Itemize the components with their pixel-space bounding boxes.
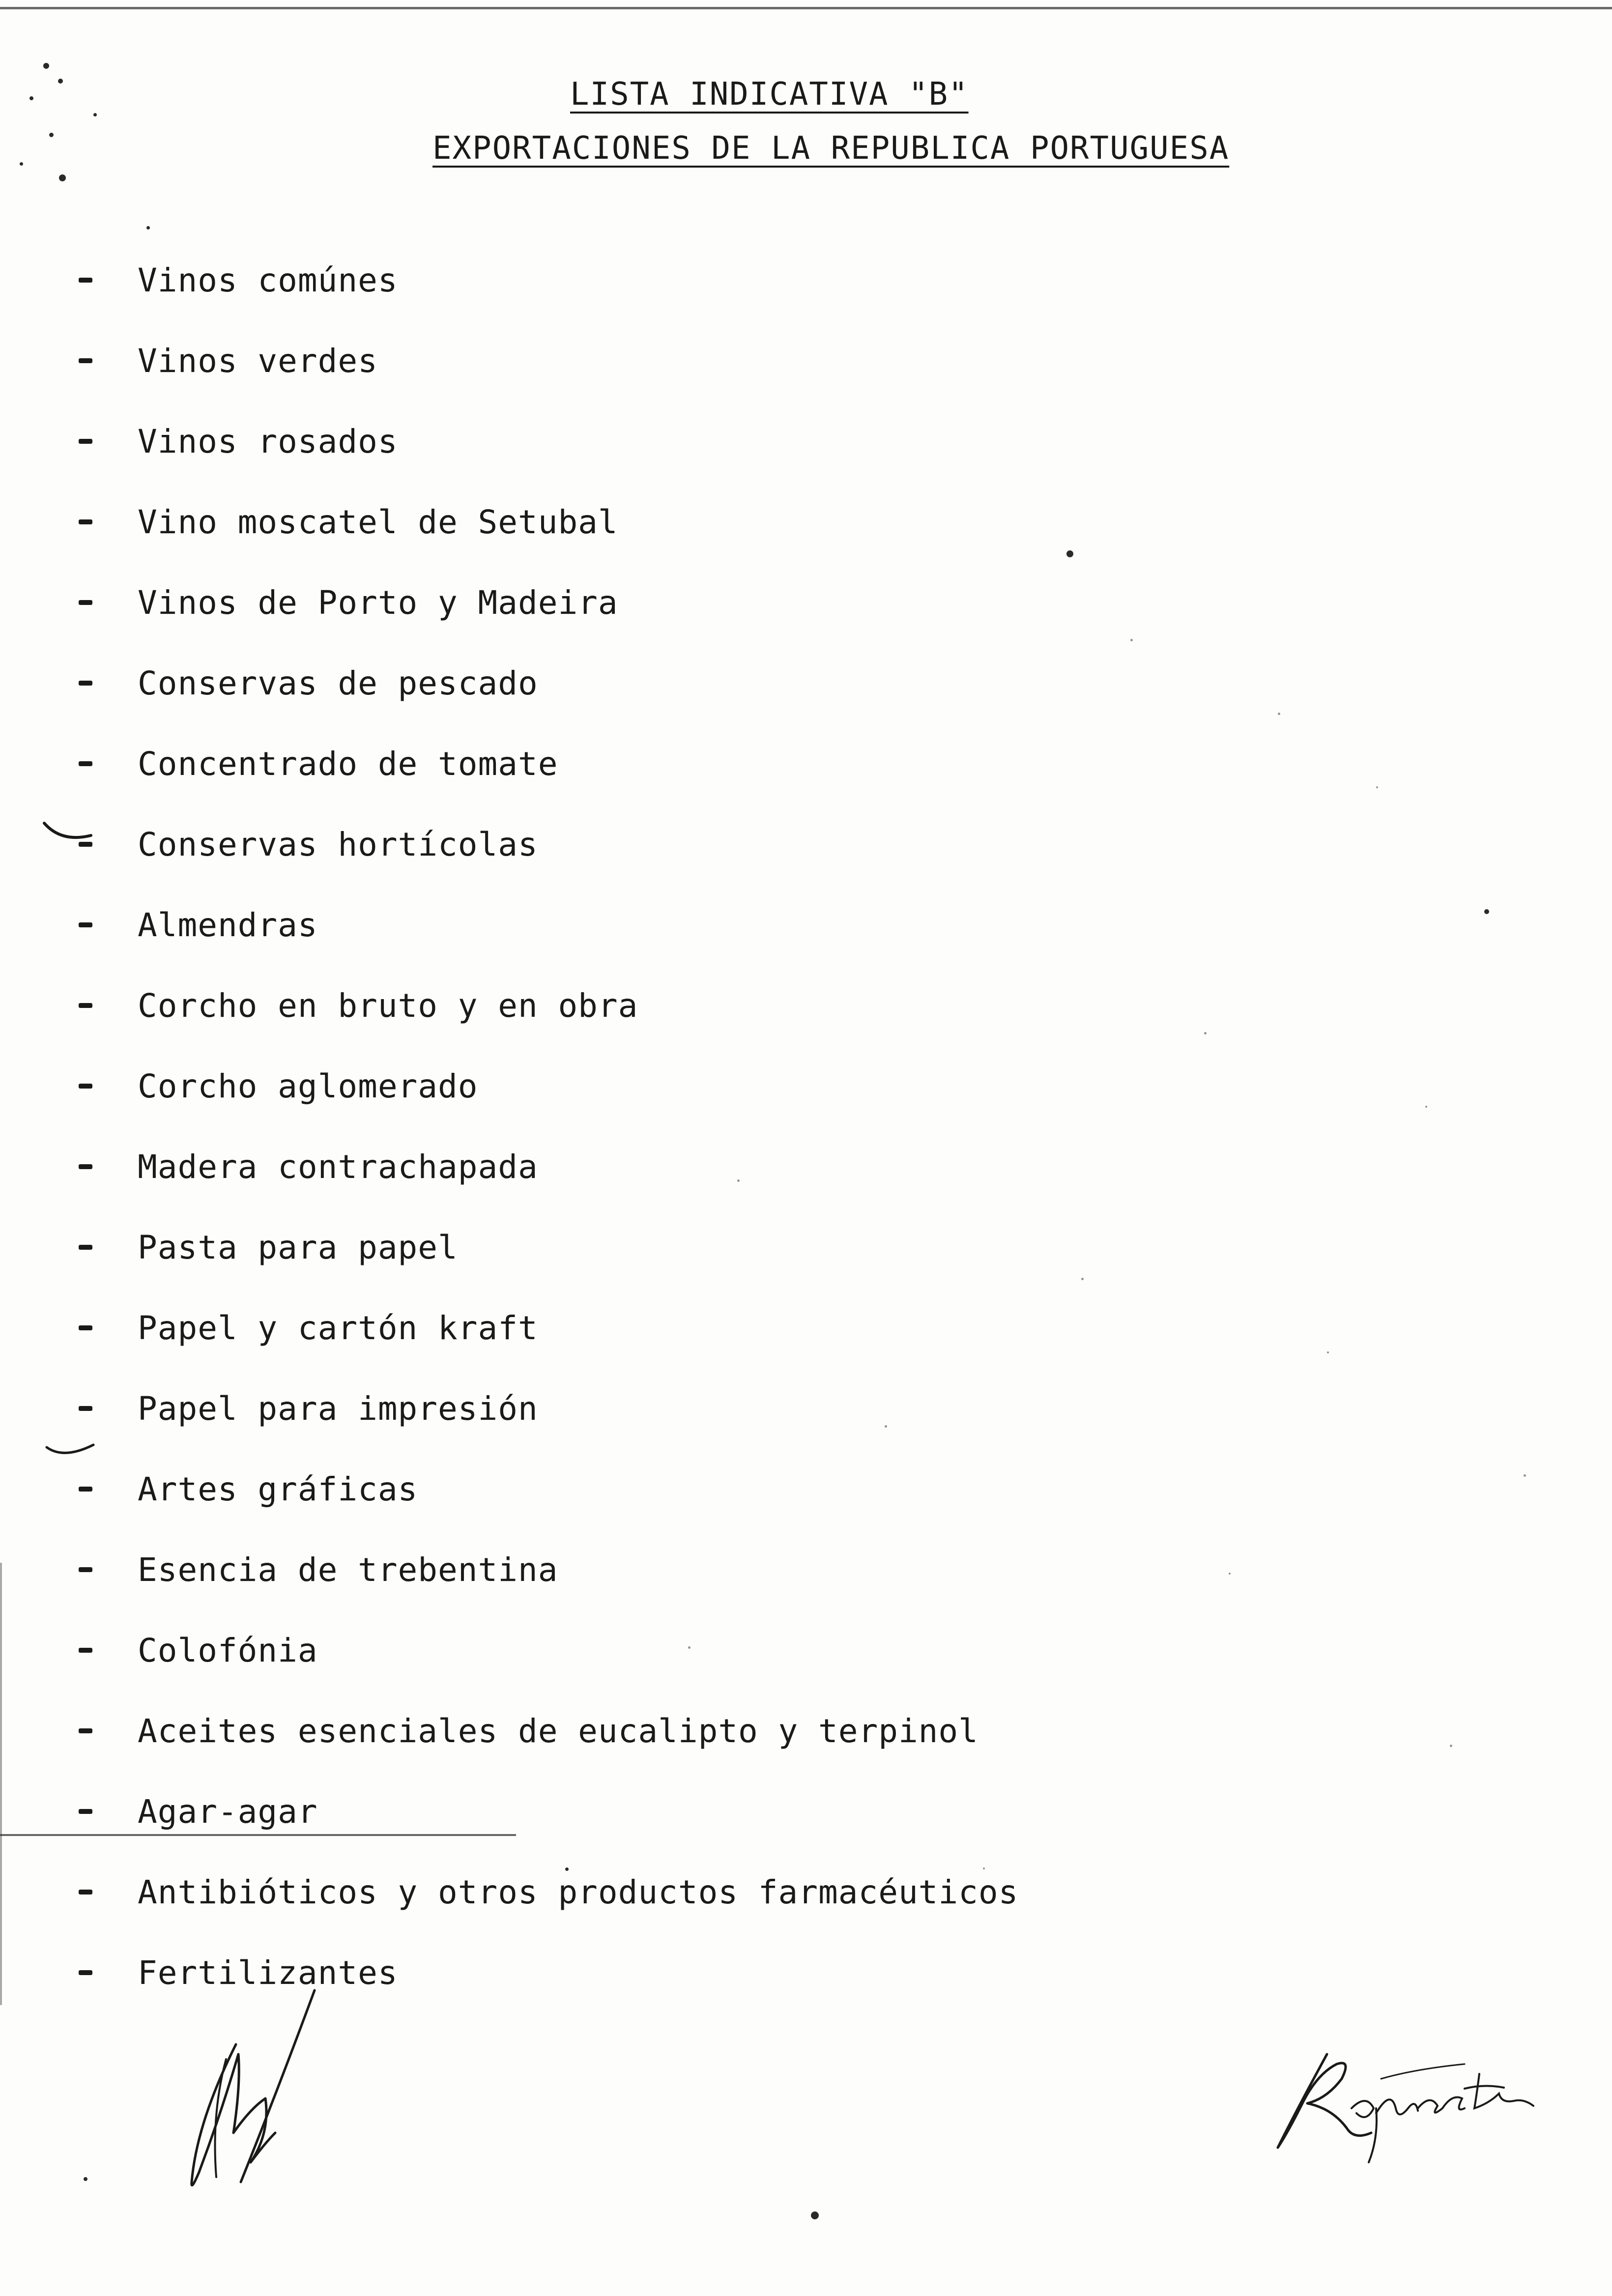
list-item: Conservas hortícolas [79,822,538,866]
list-item: Almendras [79,903,318,947]
list-item: Fertilizantes [79,1951,398,1995]
dash-bullet-icon [79,600,92,605]
dash-bullet-icon [79,519,92,524]
document-title: LISTA INDICATIVA "B" [570,76,969,113]
dash-bullet-icon [79,439,92,444]
list-item: Colofónia [79,1628,318,1672]
list-item: Vinos comúnes [79,258,398,302]
dash-bullet-icon [79,1648,92,1653]
list-item: Vinos rosados [79,419,398,463]
dash-bullet-icon [79,1003,92,1008]
margin-tick-icon [44,1437,98,1467]
handwritten-signature-right [1268,2035,1543,2182]
list-item: Agar-agar [79,1789,318,1834]
dash-bullet-icon [79,1728,92,1733]
dash-bullet-icon [79,1406,92,1411]
dash-bullet-icon [79,1809,92,1814]
dash-bullet-icon [79,1325,92,1330]
dash-bullet-icon [79,1890,92,1894]
margin-tick-icon [42,818,96,848]
list-item: Pasta para papel [79,1225,458,1269]
dash-bullet-icon [79,1084,92,1089]
list-item: Madera contrachapada [79,1145,538,1189]
list-item: Vino moscatel de Setubal [79,500,618,544]
dash-bullet-icon [79,278,92,283]
dash-bullet-icon [79,1970,92,1975]
dash-bullet-icon [79,1245,92,1250]
dash-bullet-icon [79,358,92,363]
list-item: Concentrado de tomate [79,742,558,786]
list-item: Corcho aglomerado [79,1064,478,1108]
stray-underline [0,1834,516,1836]
list-item: Vinos verdes [79,339,378,383]
document-subtitle: EXPORTACIONES DE LA REPUBLICA PORTUGUESA [432,130,1230,167]
dash-bullet-icon [79,1164,92,1169]
dash-bullet-icon [79,681,92,686]
list-item: Esencia de trebentina [79,1548,558,1592]
list-item: Antibióticos y otros productos farmacéuticos [79,1870,1018,1914]
dash-bullet-icon [79,1487,92,1492]
list-item: Papel para impresión [79,1386,538,1431]
dash-bullet-icon [79,922,92,927]
list-item: Conservas de pescado [79,661,538,705]
list-item: Corcho en bruto y en obra [79,983,638,1028]
dash-bullet-icon [79,1567,92,1572]
left-edge-line [0,1563,2,2005]
dash-bullet-icon [79,761,92,766]
list-item: Papel y cartón kraft [79,1306,538,1350]
list-item: Artes gráficas [79,1467,418,1511]
list-item: Vinos de Porto y Madeira [79,580,618,625]
handwritten-signature-left [152,1985,339,2202]
list-item: Aceites esenciales de eucalipto y terpinol [79,1709,979,1753]
